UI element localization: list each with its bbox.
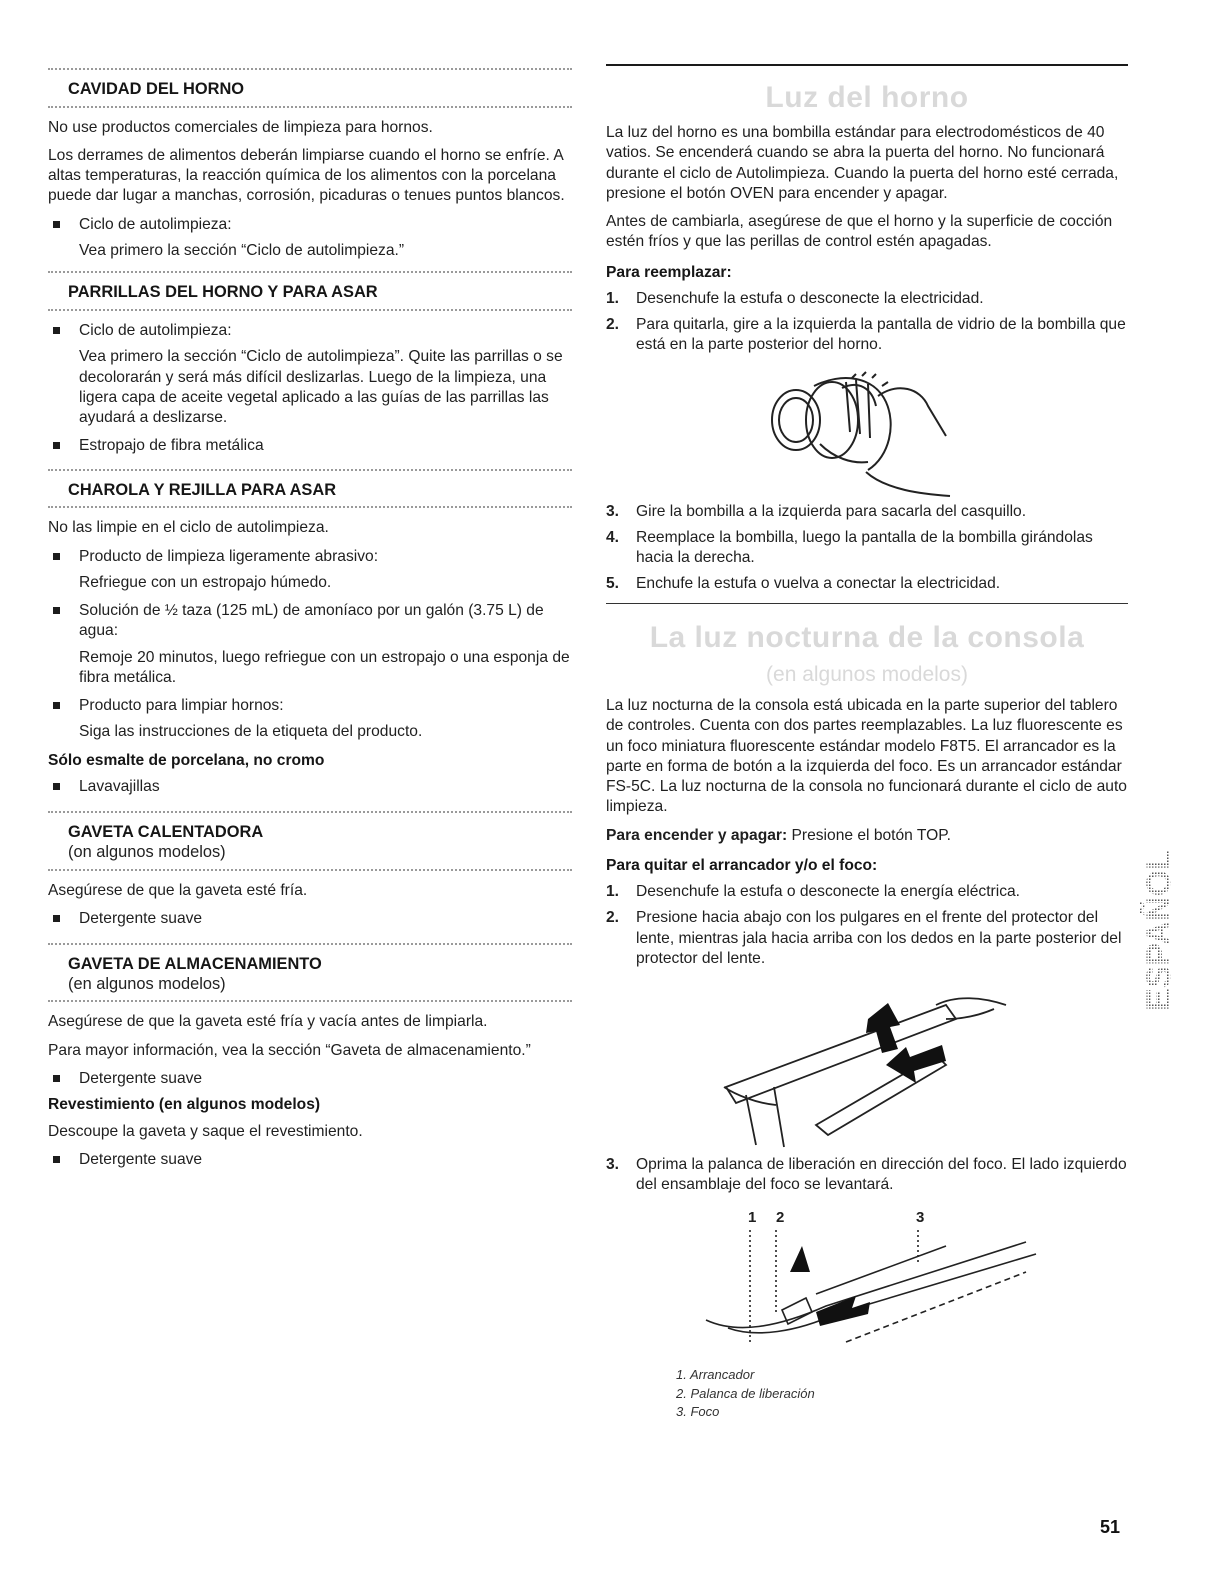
step-text: Enchufe la estufa o vuelva a conectar la electricidad. [636,575,1001,593]
paragraph: La luz del horno es una bombilla estándar para electrodomésticos de 40 vatios. Se encenderá cuando se abra la puerta del horno. No funcionará durante el ciclo de Autolimpieza. Cuando la puerta del horno esté cerrada, presione el botón OVEN para encender y apagar. [606,124,1119,202]
section-title-consola: La luz nocturna de la consola [649,620,1085,654]
bullet-detail: Refriegue con un estropajo húmedo. [79,573,332,591]
section-header-charola [48,473,572,509]
bullet-item: Detergente suave [48,1150,572,1170]
bullet-item: Producto para limpiar hornos: [48,696,572,716]
section-title-luz: Luz del horno [765,81,969,114]
legend-item: 3. Foco [676,1404,720,1420]
step-text: Para quitarla, gire a la izquierda la pantalla de vidrio de la bombilla que está en la parte posterior del horno. [636,316,1126,354]
bullet-item: Solución de ½ taza (125 mL) de amoníaco por un galón (3.75 L) de agua: [48,601,572,642]
section-subheading: (on algunos modelos) [68,842,226,861]
step-text: Gire la bombilla a la izquierda para sacarla del casquillo. [636,502,1027,520]
step-text: Oprima la palanca de liberación en dirección del foco. El lado izquierdo del ensamblaje del foco se levantará. [636,1156,1127,1194]
paragraph: Asegúrese de que la gaveta esté fría y vacía antes de limpiarla. [48,1013,488,1031]
legend-item: 2. Palanca de liberación [676,1385,815,1401]
callout-1: 1 [748,1208,757,1226]
numbered-step [606,574,1128,594]
step-number: 5. [606,575,620,593]
step-number: 1. [606,289,620,307]
bold-subheading: Para quitar el arrancador y/o el foco: [606,856,878,874]
section-rule [606,603,1128,604]
step-number: 2. [606,316,620,334]
numbered-step [606,1155,1128,1196]
step-number: 3. [606,502,620,520]
section-heading: CAVIDAD DEL HORNO [68,80,245,98]
starter-release-image [606,1202,1128,1366]
top-rule [606,64,1128,66]
left-column [48,68,572,1176]
right-column [606,64,1128,1422]
paragraph: La luz nocturna de la consola está ubicada en la parte superior del tablero de controles. Cuenta con dos partes reemplazables. La luz fluorescente es un foco miniatura fluorescente estándar modelo F8T5. El arrancador es la parte en forma de botón a la izquierda del foco. Es un arrancador estándar FS-5C. La luz nocturna de la consola no funcionará durante el ciclo de auto limpieza. [606,697,1127,816]
side-tab-label: ESPAÑOL [1140,849,1178,1011]
section-header-gaveta-almacenamiento [48,947,572,1002]
starter-release-illustration [606,1202,1128,1366]
paragraph: No use productos comerciales de limpieza para hornos. [48,118,433,136]
paragraph: Descoupe la gaveta y saque el revestimiento. [48,1122,363,1140]
paragraph: Para mayor información, vea la sección “Gaveta de almacenamiento.” [48,1041,531,1059]
step-text: Presione hacia abajo con los pulgares en el frente del protector del lente, mientras jala hacia arriba con los dedos en la parte posterior del protector del lente. [636,909,1122,967]
numbered-step [606,315,1128,356]
paragraph: Asegúrese de que la gaveta esté fría. [48,881,308,899]
section-subheading: (en algunos modelos) [68,974,226,993]
numbered-step [606,502,1128,522]
step-text: Desenchufe la estufa o desconecte la energía eléctrica. [636,883,1021,901]
numbered-step [606,289,1128,309]
figure-legend [606,1366,1128,1423]
side-tab-art [1140,818,1190,1058]
bullet-item: Detergente suave [48,1069,572,1089]
step-text: Desenchufe la estufa o desconecte la electricidad. [636,289,984,307]
hand-turning-bulb-cover-image [606,362,1128,502]
callout-2: 2 [776,1208,785,1226]
bold-subheading: Sólo esmalte de porcelana, no cromo [48,751,325,769]
bulb-cover-illustration [606,362,1128,502]
section-heading: PARRILLAS DEL HORNO Y PARA ASAR [68,283,378,302]
bullet-item: Lavavajillas [48,777,572,797]
section-subtitle-consola: (en algunos modelos) [766,662,968,686]
page-number: 51 [1100,1517,1121,1537]
section-heading: GAVETA CALENTADORA [68,823,264,842]
step-number: 3. [606,1156,620,1174]
bold-subheading: Para reemplazar: [606,263,732,281]
bullet-item: Ciclo de autolimpieza: [48,215,572,235]
language-side-tab [1140,818,1190,1058]
callout-3: 3 [916,1208,925,1226]
section-heading: CHAROLA Y REJILLA PARA ASAR [68,480,337,499]
paragraph: Antes de cambiarla, asegúrese de que el horno y la superficie de cocción estén fríos y que las perillas de control estén apagadas. [606,213,1113,251]
bold-subheading: Revestimiento (en algunos modelos) [48,1096,321,1114]
bullet-item: Ciclo de autolimpieza: [48,321,572,341]
section-heading: GAVETA DE ALMACENAMIENTO [68,955,322,974]
section-header-parrillas [48,275,572,311]
step-number: 4. [606,528,620,546]
legend-item: 1. Arrancador [676,1366,755,1382]
step-number: 1. [606,883,620,901]
lens-removal-image [606,975,1128,1155]
bullet-detail: Vea primero la sección “Ciclo de autolimpieza”. Quite las parrillas o se decolorarán y será más difícil deslizarlas. Luego de la limpieza, una ligera capa de aceite vegetal aplicado a las guías de las parrillas las ayudará a deslizarse. [79,348,563,427]
bullet-detail: Vea primero la sección “Ciclo de autolimpieza.” [79,242,405,260]
step-text: Reemplace la bombilla, luego la pantalla de la bombilla girándolas hacia la derecha. [636,528,1093,567]
inline-text: Presione el botón TOP. [787,826,952,844]
lens-shield-illustration [606,975,1128,1155]
section-header-cavidad [48,72,572,108]
numbered-step [606,908,1128,969]
bullet-item: Estropajo de fibra metálica [48,436,572,456]
paragraph [606,826,1128,846]
step-number: 2. [606,909,620,927]
bullet-detail: Remoje 20 minutos, luego refriegue con un estropajo o una esponja de fibra metálica. [79,648,570,686]
numbered-step [606,882,1128,902]
section-header-gaveta-calentadora [48,815,572,870]
bullet-item: Detergente suave [48,909,572,929]
bullet-item: Producto de limpieza ligeramente abrasivo: [48,547,572,567]
paragraph: No las limpie en el ciclo de autolimpieza. [48,519,329,537]
paragraph: Los derrames de alimentos deberán limpiarse cuando el horno se enfríe. A altas temperaturas, la reacción química de los alimentos con la porcelana puede dar lugar a manchas, corrosión, picaduras o tenues puntos blancos. [48,146,565,205]
bullet-detail: Siga las instrucciones de la etiqueta del producto. [79,723,423,741]
numbered-step [606,528,1128,569]
inline-bold: Para encender y apagar: [606,826,788,844]
